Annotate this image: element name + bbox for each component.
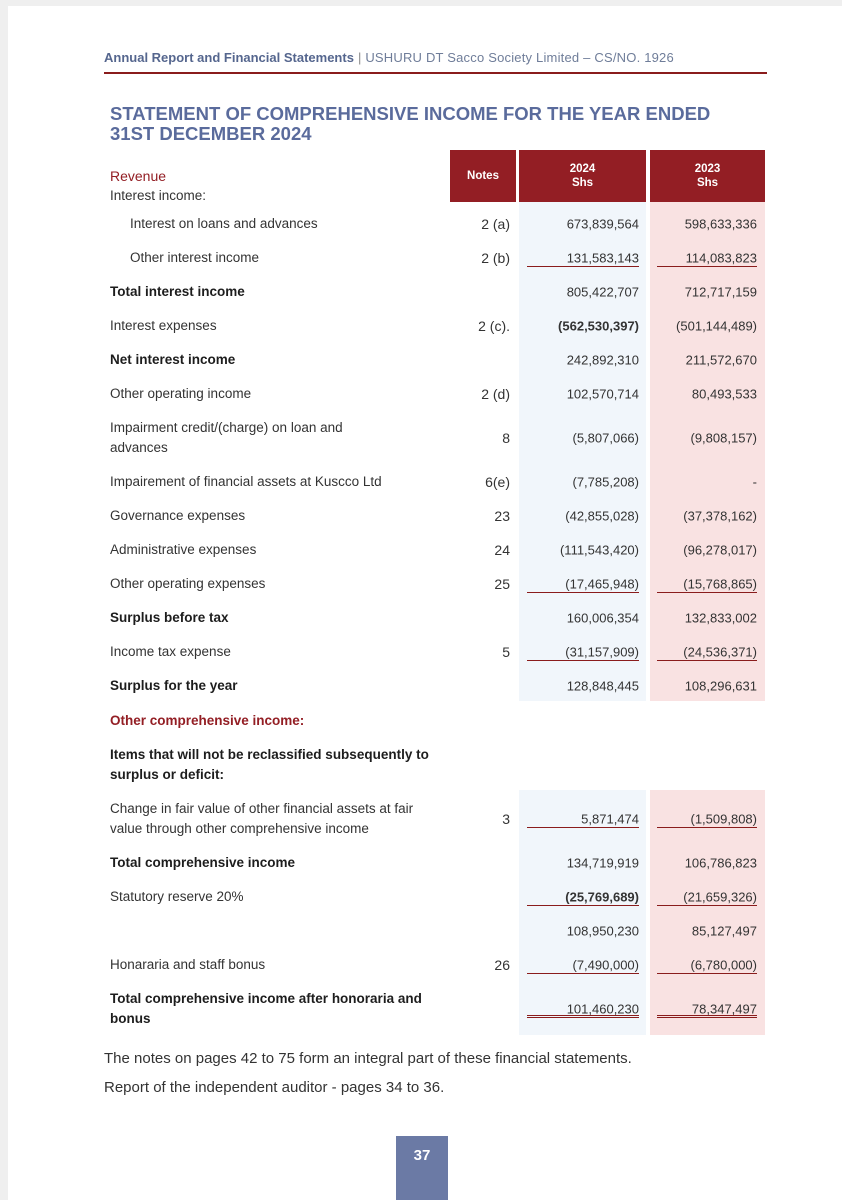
value-2024: 128,848,445 xyxy=(566,678,639,694)
value-2023: (6,780,000) xyxy=(690,957,757,973)
row-label: Other operating income xyxy=(110,386,252,401)
value-2024: (42,855,028) xyxy=(565,508,639,524)
row-note: 26 xyxy=(494,957,510,973)
header-divider xyxy=(104,72,767,74)
value-2023: 108,296,631 xyxy=(684,678,757,694)
subtotal-rule xyxy=(527,266,639,267)
subtotal-rule xyxy=(527,592,639,593)
subtotal-rule xyxy=(527,660,639,661)
value-2023: (15,768,865) xyxy=(683,576,757,592)
value-2024: 242,892,310 xyxy=(566,352,639,368)
value-2024: 134,719,919 xyxy=(566,855,639,871)
subtotal-rule xyxy=(657,266,757,267)
row-note: 5 xyxy=(502,644,510,660)
value-2024: 131,583,143 xyxy=(566,250,639,266)
row-note: 2 (d) xyxy=(481,386,510,402)
value-2024: (7,785,208) xyxy=(572,474,639,490)
total-double-rule xyxy=(527,1015,639,1018)
value-2023: 712,717,159 xyxy=(684,284,757,300)
value-2024: (7,490,000) xyxy=(572,957,639,973)
value-2023: 85,127,497 xyxy=(691,923,757,939)
year-2023-unit: Shs xyxy=(696,177,719,189)
value-2023: 598,633,336 xyxy=(684,216,757,232)
row-label: Net interest income xyxy=(110,352,236,367)
subtotal-rule xyxy=(527,827,639,828)
row-label: Statutory reserve 20% xyxy=(110,889,244,904)
value-2023: (9,808,157) xyxy=(690,430,757,446)
subtotal-rule xyxy=(527,905,639,906)
value-2023: 106,786,823 xyxy=(684,855,757,871)
statement-title: STATEMENT OF COMPREHENSIVE INCOME FOR THE YEAR ENDED 31ST DECEMBER 2024 xyxy=(110,103,711,144)
report-title: Annual Report and Financial Statements xyxy=(104,50,354,65)
row-note: 3 xyxy=(502,811,510,827)
value-2024: 5,871,474 xyxy=(581,811,639,827)
subtotal-rule xyxy=(657,592,757,593)
value-2024: 108,950,230 xyxy=(566,923,639,939)
value-2024: (111,543,420) xyxy=(559,542,639,558)
col-2024-background xyxy=(519,202,646,701)
row-label: Administrative expenses xyxy=(110,542,257,557)
row-note: 23 xyxy=(494,508,510,524)
value-2023: 80,493,533 xyxy=(691,386,757,402)
row-label: Total interest income xyxy=(110,284,245,299)
oci-subheading: Items that will not be reclassified subsequently to surplus or deficit: xyxy=(110,747,429,782)
row-label: Surplus before tax xyxy=(110,610,229,625)
revenue-heading: Revenue xyxy=(110,168,167,184)
value-2024: (17,465,948) xyxy=(565,576,639,592)
row-label: Interest expenses xyxy=(110,318,217,333)
oci-heading: Other comprehensive income: xyxy=(110,713,305,728)
column-header-notes xyxy=(450,150,516,202)
value-2024: (5,807,066) xyxy=(572,430,639,446)
column-header-2023 xyxy=(650,150,765,202)
col-2023-background xyxy=(650,202,765,701)
page-number: 37 xyxy=(396,1136,448,1200)
subtotal-rule xyxy=(657,827,757,828)
row-note: 25 xyxy=(494,576,510,592)
row-note: 2 (a) xyxy=(481,216,510,232)
total-double-rule xyxy=(657,1015,757,1018)
row-label: Total comprehensive income xyxy=(110,855,296,870)
value-2023: 114,083,823 xyxy=(685,250,757,266)
row-label: Impairment credit/(charge) on loan and advances xyxy=(110,420,343,455)
column-header-2024 xyxy=(519,150,646,202)
value-2023: (21,659,326) xyxy=(683,889,757,905)
notes-label: Notes xyxy=(467,170,499,182)
value-2023: (501,144,489) xyxy=(676,318,757,334)
value-2023: (96,278,017) xyxy=(683,542,757,558)
row-note: 24 xyxy=(494,542,510,558)
value-2023: (37,378,162) xyxy=(683,508,757,524)
organization-name: USHURU DT Sacco Society Limited – CS/NO. 1926 xyxy=(365,50,674,65)
row-label: Income tax expense xyxy=(110,644,231,659)
row-label: Change in fair value of other financial assets at fair value through other comprehensive income xyxy=(110,801,414,836)
value-2023: 132,833,002 xyxy=(684,610,757,626)
row-note: 2 (c). xyxy=(478,318,510,334)
interest-income-heading: Interest income: xyxy=(110,188,207,203)
row-label: Interest on loans and advances xyxy=(130,216,318,231)
value-2024: (562,530,397) xyxy=(558,318,639,334)
subtotal-rule xyxy=(657,905,757,906)
value-2024: 101,460,230 xyxy=(566,1001,639,1017)
row-note: 8 xyxy=(502,430,510,446)
year-2024-label: 2024 xyxy=(569,163,596,175)
running-header xyxy=(104,50,767,65)
row-label: Honararia and staff bonus xyxy=(110,957,266,972)
value-2023: 211,572,670 xyxy=(685,352,757,368)
value-2024: (31,157,909) xyxy=(565,644,639,660)
value-2023: (1,509,808) xyxy=(690,811,757,827)
value-2023: 78,347,497 xyxy=(691,1001,757,1017)
value-2024: (25,769,689) xyxy=(565,889,639,905)
row-label: Impairement of financial assets at Kuscco Ltd xyxy=(110,474,382,489)
footnote-auditor: Report of the independent auditor - pages 34 to 36. xyxy=(104,1079,445,1096)
row-label: Total comprehensive income after honoraria and bonus xyxy=(110,991,422,1026)
value-2023: - xyxy=(752,474,757,490)
row-note: 2 (b) xyxy=(481,250,510,266)
value-2024: 673,839,564 xyxy=(566,216,639,232)
row-label: Surplus for the year xyxy=(110,678,238,693)
value-2023: (24,536,371) xyxy=(683,644,757,660)
subtotal-rule xyxy=(657,660,757,661)
row-label: Other operating expenses xyxy=(110,576,266,591)
row-note: 6(e) xyxy=(485,474,510,490)
subtotal-rule xyxy=(527,973,639,974)
value-2024: 160,006,354 xyxy=(566,610,639,626)
year-2024-unit: Shs xyxy=(571,177,594,189)
value-2024: 102,570,714 xyxy=(566,386,639,402)
row-label: Other interest income xyxy=(130,250,260,265)
footnote-notes: The notes on pages 42 to 75 form an integral part of these financial statements. xyxy=(104,1050,632,1067)
value-2024: 805,422,707 xyxy=(566,284,639,300)
header-separator: | xyxy=(357,50,362,65)
subtotal-rule xyxy=(657,973,757,974)
page xyxy=(8,6,842,1200)
row-label: Governance expenses xyxy=(110,508,246,523)
year-2023-label: 2023 xyxy=(694,163,721,175)
